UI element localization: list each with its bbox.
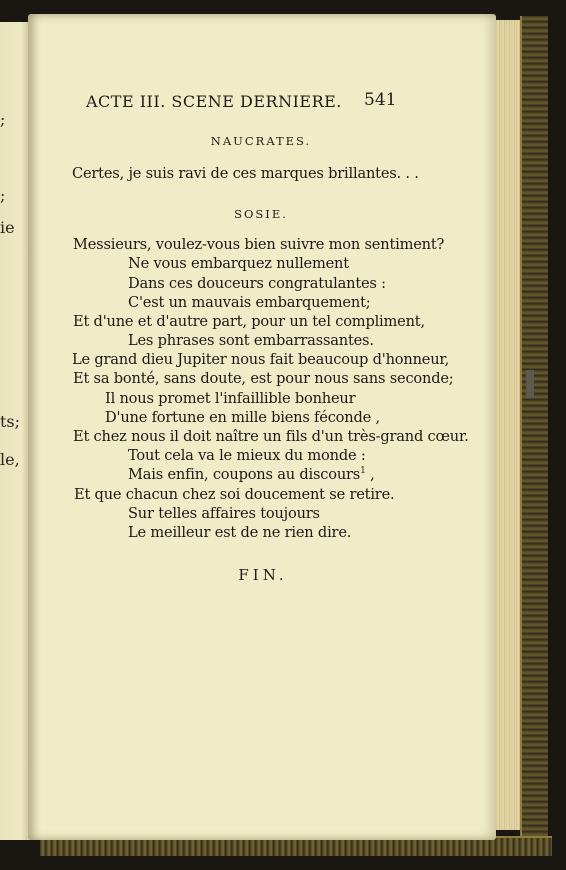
right-page	[28, 14, 496, 840]
verse-line: Ne vous embarquez nullement	[128, 255, 349, 272]
verse-line: Et chez nous il doit naître un fils d'un très-grand cœur.	[73, 428, 469, 445]
speaker-name: NAUCRATES.	[210, 134, 312, 148]
verse-line: D'une fortune en mille biens féconde ,	[105, 409, 380, 426]
verse-line	[128, 466, 375, 483]
left-page-fragment: ;	[0, 110, 6, 129]
verse-line: Le meilleur est de ne rien dire.	[128, 524, 352, 541]
speaker-name: SOSIE.	[234, 207, 288, 221]
verse-line: Sur telles affaires toujours	[128, 505, 320, 522]
bookmark-ribbon	[526, 370, 534, 398]
verse-line: Dans ces douceurs congratulantes :	[128, 275, 386, 292]
running-header: ACTE III. SCENE DERNIERE.	[86, 92, 342, 111]
footnote-marker: 1	[360, 466, 366, 477]
end-marker: FIN.	[238, 566, 288, 584]
verse-line: Les phrases sont embarrassantes.	[128, 332, 374, 349]
page-number: 541	[364, 90, 397, 110]
left-page-fragment: ie	[0, 218, 15, 237]
left-page-fragment: ts;	[0, 412, 21, 431]
verse-line: Et sa bonté, sans doute, est pour nous sans seconde;	[73, 370, 454, 387]
verse-comma: ,	[365, 466, 375, 483]
verse-line: Messieurs, voulez-vous bien suivre mon sentiment?	[73, 236, 445, 253]
verse-line: Il nous promet l'infaillible bonheur	[105, 390, 356, 407]
left-page-edge	[0, 22, 31, 840]
verse-line: Tout cela va le mieux du monde :	[128, 447, 366, 464]
verse-line: Et que chacun chez soi doucement se retire.	[74, 486, 395, 503]
verse-line: Et d'une et d'autre part, pour un tel compliment,	[73, 313, 425, 330]
verse-line: Certes, je suis ravi de ces marques brillantes. . .	[72, 165, 419, 182]
page-edges	[494, 20, 523, 830]
left-page-fragment: le,	[0, 450, 20, 469]
left-page-fragment: ;	[0, 186, 6, 205]
cover-edge	[520, 16, 548, 842]
verse-line: C'est un mauvais embarquement;	[128, 294, 371, 311]
verse-text: Mais enfin, coupons au discours	[128, 466, 361, 483]
verse-line: Le grand dieu Jupiter nous fait beaucoup d'honneur,	[72, 351, 450, 368]
